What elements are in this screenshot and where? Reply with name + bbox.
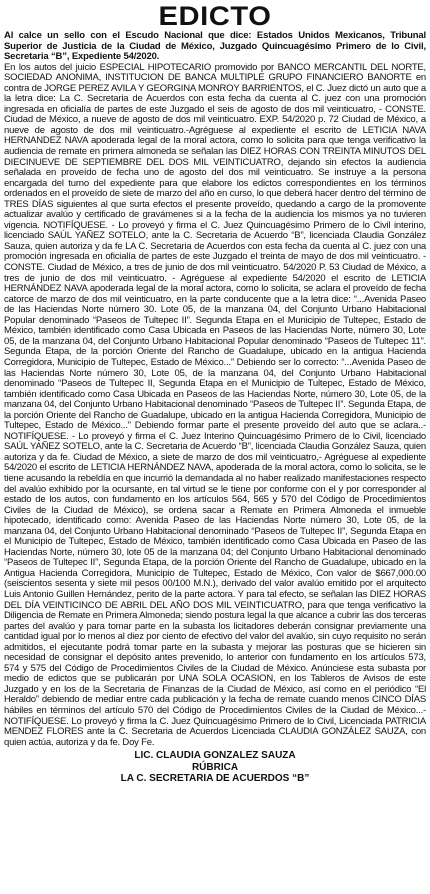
signatory-name: LIC. CLAUDIA GONZALEZ SAUZA [134,750,296,762]
edict-body: En los autos del juicio ESPECIAL HIPOTECARIO promovido por BANCO MERCANTIL DEL NORTE, SOCIEDAD ANONIMA, INSTITUCION DE BANCA MULTIPLE GRUPO FINANCIERO BANORTE en contra de JORGE PEREZ AVILA Y GEORGINA MONROY BARRIENTOS, el C. Juez dictó un auto que a la letra dice: La C. Secretaria de Acuerdos con esta fecha da cuenta al C. juez con una promoción ingresada en oficialía de partes de este Juzgado el seis de agosto de dos mil veinticuatro, - CONSTE. Ciudad de México, a nueve de agosto de dos mil veinticuatro. EXP. 54/2020 p. 72 Ciudad de México, a nueve de agosto de dos mil veinticuatro.-Agréguese al expediente el escrito de LETICIA NAVA HERNANDEZ NAVA apoderada legal de la moral actora, como lo solicita para que tenga verificativo la audiencia de remate en primera almoneda se señalan las DIEZ HORAS CON TREINTA MINUTOS DEL DIECINUEVE DE SEPTIEMBRE DEL DOS MIL VEINTICUATRO, dejando sin efectos la audiencia señalada en proveído de fecha uno de agosto del dos mil veinticuatro. Se instruye a la persona encargada del turno del expediente para que elabore los edictos correspondientes en los términos ordenados en el proveído de siete de marzo del año en curso, lo que deberá hacer dentro del término de TRES DÍAS siguientes al que surta efectos el presente proveído, quedando a cargo de la promovente actualizar avalúo y certificado de gravámenes si a la fecha de la audiencia los mismos ya no tuvieren vigencia. NOTIFÍQUESE. - Lo proveyó y firma el C. Juez Quincuagésimo Primero de lo Civil interino, licenciado SAÚL YAÑEZ SOTELO, ante la C. Secretaria de Acuerdo “B”, licenciada Claudia González Sauza, quien autoriza y da fe LA C. Secretaria de Acuerdos con esta fecha da cuenta al C. juez con una promoción ingresada en oficialía de partes de este Juzgado el treinta de mayo de dos mil veinticuatro. - CONSTE. Ciudad de México, a tres de junio de dos mil veinticuatro. 54/2020 P. 53 Ciudad de México, a tres de junio de dos mil veinticuatro. - Agréguese al expediente 54/2020 el escrito de LETICIA HERNÁNDEZ NAVA apoderada legal de la moral actora, como lo solicita, se aclara el proveído de fecha catorce de marzo de dos mil veinticuatro, en la parte conducente que a la letra dice: “...Avenida Paseo de las Haciendas Norte número 30. Lote 05, de la manzana 04, del Conjunto Urbano Habitacional Popular denominado “Paseos de Tultepec II”. Segunda Etapa en el Municipio de Tultepec, Estado de México, también identificado como Casa Ubicada en Paseos de las Haciendas Norte, número 30, Lote 05, de la manzana 04, del Conjunto Urbano Habitacional Popular denominado “Paseos de Tultepec 11”. Segunda Etapa, de la porción Oriente del Rancho de Guadalupe, ubicado en la antigua Hacienda Corregidora, Municipio de Tultepec, Estado de México...” Debiendo ser lo correcto: “...Avenida Paseo de las Haciendas Norte número 30, Lote 05, de la manzana 04, del Conjunto Urbano Habitacional denominado “Paseos de Tultepec II, Segunda Etapa en el Municipio de Tultepec, Estado de México, también identificado como Casa Ubicada en Paseos de las Haciendas Norte, número 30, Lote 05, de la manzana 04, del Conjunto Urbano Habitacional denominado “Paseos de Tultepec II”. Segunda Etapa, de la porción Oriente del Rancho de Guadalupe, ubicado en la antigua Hacienda Corregidora, Municipio de Tultepec, Estado de México...” Debiendo formar parte el presente proveído del auto que se aclara..- NOTIFÍQUESE. - Lo proveyó y firma el C. Juez Interino Quincuagésimo Primero de lo Civil, licenciado SAÚL YAÑEZ SOTELO, ante la C. Secretaria de Acuerdo “B”, licenciada Claudia González Sauza, quien autoriza y da fe. Ciudad de México, a siete de marzo de dos mil veinticuatro,- Agréguese al expediente 54/2020 el escrito de LETICIA HERNÁNDEZ NAVA, apoderada de la moral actora, como lo solicita, se le tiene acusando la rebeldía en que incurrió la demandada al no haber realizado manifestaciones respecto del avalúo exhibido por la ocursante, en tal virtud se le tiene por conforme con el y por corresponder al estado de los autos, con fundamento en los artículos 564, 565 y 570 del Código de Procedimientos Civiles de la Ciudad de México), se ordena sacar a Remate en Primera Almoneda el inmueble hipotecado, identificado como: Avenida Paseo de las Haciendas Norte número 30, Lote 05, de la manzana 04, del Conjunto Urbano Habitacional denominado “Paseos de Tultepec II”, Segunda Etapa en el Municipio de Tultepec, Estado de México, también identificado como Casa Ubicada en Paseo de las Haciendas Norte, número 30, lote 05 de la manzana 04; del Conjunto Urbano Habitacional denominado “Paseos de Tultepec II”, Segunda Etapa, de la porción Oriente del Rancho de Guadalupe, ubicado en la Antigua Hacienda Corregidora, Municipio de Tultepec, Estado de México, Con valor de $667,000.00 (seiscientos sesenta y siete mil pesos 00/100 M.N.), derivado del valor avalúo emitido por el arquitecto Luis Antonio Guillen Hernández, perito de la parte actora. Y para tal efecto, se señalan las DIEZ HORAS DEL DÍA VEINTICINCO DE ABRIL DEL AÑO DOS MIL VEINTICUATRO, para que tenga verificativo la Diligencia de Remate en Primera Almoneda; siendo postura legal la que alcance a cubrir las dos terceras partes del avalúo y para tomar parte en la subasta los licitadores deberán consignar previamente una cantidad igual por lo menos al diez por ciento de efectivo del valor del avalúo, sin cuyo requisito no serán admitidos, el ejecutante podrá tomar parte en la subasta y mejorar las posturas que se hicieren sin necesidad de consignar el depósito antes prevenido, lo anterior con fundamento en los artículos 573, 574 y 575 del Código de Procedimientos Civiles de la Ciudad de México. Anúnciese esta subasta por medio de edictos que se publicarán por UNA SOLA OCASION, en los Tableros de Avisos de este Juzgado y en los de la Secretaria de Finanzas de la Ciudad de México, así como en el periódico “El Heraldo” debiendo de mediar entre cada publicación y la fecha de remate cuando menos CINCO DÍAS hábiles en términos del artículo 570 del Código de Procedimientos Civiles de la Ciudad de México...- NOTIFÍQUESE. Lo proveyó y firma la C. Juez Quincuagésimo Primero de lo Civil, Licenciada PATRICIA MENDEZ FLORES ante la C. Secretaria de Acuerdos Licenciada CLAUDIA GONZÁLEZ SAUZA, con quien actúa, autoriza y da fe. Doy Fe. [4,61,426,748]
seal-heading: Al calce un sello con el Escudo Nacional que dice: Estados Unidos Mexicanos, Tribunal Superior de Justicia de la Ciudad de México, Juzgado Quincuagésimo Primero de lo Civil, Secretaria “B”, Expediente 54/2020. [4,30,426,63]
signature-block [4,750,426,785]
signatory-role: LA C. SECRETARIA DE ACUERDOS “B” [120,773,310,785]
rubrica-label: RÚBRICA [191,761,239,773]
edict-title: EDICTO [158,1,272,31]
